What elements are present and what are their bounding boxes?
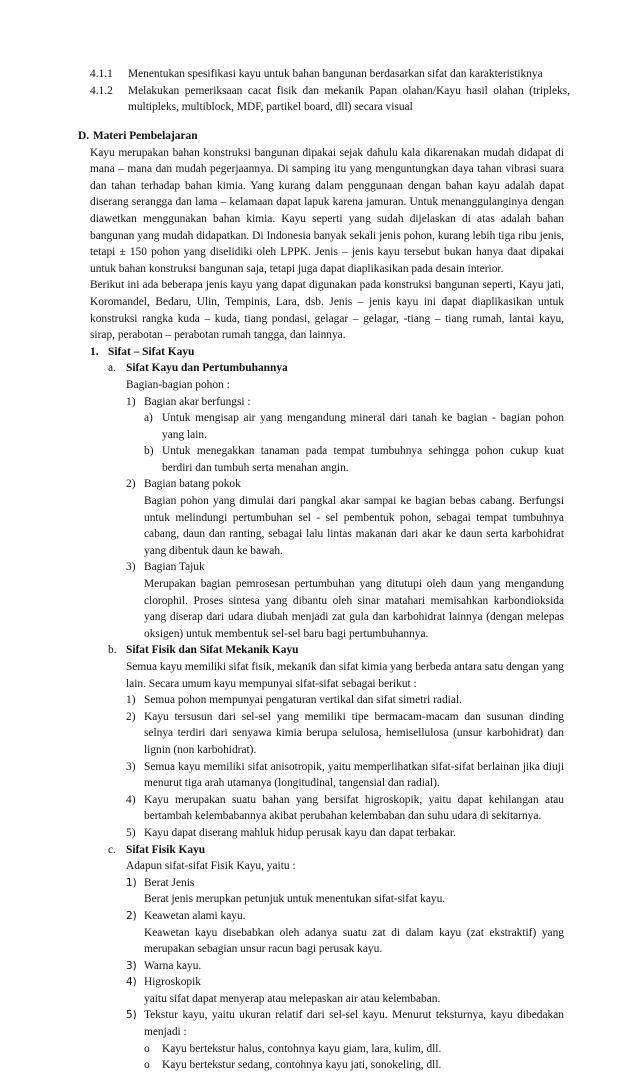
sub-list-text: Untuk mengisap air yang mengandung mineral dari tanah ke bagian - bagian pohon yang lain. [162, 412, 564, 441]
heading-c [78, 842, 564, 859]
list-marker: 3) [126, 561, 136, 574]
list-marker: 3) [126, 959, 137, 972]
list-item-body: Bagian pohon yang dimulai dari pangkal akar sampai ke bagian bebas cabang. Berfungsi untuk melindungi pertumbuhan sel - sel pembentuk pohon, sebagai tempat tumbuhnya cabang, daun dan ranting, sebagai lalu lintas makanan dari akar ke daun serta karbohidrat yang dibentuk daun ke bawah. [144, 495, 564, 557]
subsection-title: Sifat – Sifat Kayu [108, 345, 195, 358]
objective-text: Menentukan spesifikasi kayu untuk bahan bangunan berdasarkan sifat dan karakteristiknya [128, 68, 543, 80]
list-item [78, 692, 564, 709]
heading-c-intro: Adapun sifat-sifat Fisik Kayu, yaitu : [126, 860, 296, 873]
bullet-marker: o [144, 1042, 150, 1055]
list-item [78, 974, 564, 991]
list-item-title: Bagian batang pokok [144, 478, 241, 491]
list-item-title: Higroskopik [144, 976, 201, 989]
heading-b-marker: b. [108, 644, 117, 657]
heading-b-title: Sifat Fisik dan Sifat Mekanik Kayu [126, 644, 299, 657]
objective-item [90, 66, 570, 83]
list-marker: 2) [126, 478, 136, 491]
list-item [78, 1007, 564, 1040]
heading-a-marker: a. [108, 362, 116, 375]
section-title: Materi Pembelajaran [92, 130, 198, 142]
sub-list-marker: a) [144, 412, 153, 425]
list-item [78, 875, 564, 892]
list-item [78, 559, 564, 576]
list-item-text: Kayu dapat diserang mahluk hidup perusak kayu dan dapat terbakar. [144, 826, 456, 839]
objective-number: 4.1.2 [90, 84, 113, 97]
list-item-body: Berat jenis merupkan petunjuk untuk menentukan sifat-sifat kayu. [144, 893, 446, 906]
list-item [78, 825, 564, 842]
list-item-text: Semua kayu memiliki sifat anisotropik, yaitu memperlihatkan sifat-sifat berlainan jika diuji menurut tiga arah utamanya (longitudinal, tangensial dan radial). [144, 760, 564, 790]
sub-list-marker: b) [144, 445, 154, 458]
section-materi [78, 128, 564, 1074]
list-item-text: Kayu tersusun dari sel-sel yang memiliki tipe bermacam-macam dan susunan dinding selnya terdiri dari senyawa kimia berupa selulosa, hemisellulosa (unsur karbohidrat) dan lignin (non karbohidrat). [144, 710, 564, 756]
list-marker: 5) [126, 826, 136, 839]
paragraph-intro: Kayu merupakan bahan konstruksi bangunan dipakai sejak dahulu kala dikarenakan mudah didapat di mana – mana dan mudah pegerjaannya. Di samping itu yang menguntungkan daya tahan vibrasi suara dan tahan terhadap bahan kimia. Yang kurang dalam penggunaan dengan bahan kayu adalah dapat diserang serangga dan lama – kelamaan dapat lapuk karena jamuran. Untuk menanggulanginya dengan diawetkan menggunakan bahan kimia. Kayu seperti yang sudah dijelaskan di atas adalah bahan bangunan yang mudah didapatkan. Di Indonesia banyak sekali jenis pohon, kurang lebih tiga ribu jenis, tetapi ± 150 pohon yang diselidiki oleh LPPK. Jenis – jenis kayu tersebut bukan hanya daat dipakai untuk bahan konstruksi bangunan saja, tetapi juga dapat diaplikasikan pada desain interior. [90, 146, 564, 275]
objective-item [90, 83, 570, 116]
bullet-marker: o [144, 1059, 150, 1072]
objective-text: Melakukan pemeriksaan cacat fisik dan mekanik Papan olahan/Kayu hasil olahan (tripleks, multipleks, multiblock, MDF, partikel board, dll) secara visual [128, 84, 570, 114]
list-item [78, 958, 564, 975]
heading-c-title: Sifat Fisik Kayu [126, 843, 206, 856]
list-item-title: Warna kayu. [144, 959, 202, 972]
objectives-list [90, 66, 570, 116]
heading-c-marker: c. [108, 843, 116, 856]
subsection-heading [78, 344, 564, 361]
list-marker: 5) [126, 1009, 137, 1022]
list-item [78, 476, 564, 493]
section-label: D. [78, 130, 90, 142]
list-marker: 4) [126, 793, 136, 806]
list-item-title: Keawetan alami kayu. [144, 909, 246, 922]
list-marker: 2) [126, 909, 137, 922]
bullet-text: Kayu bertekstur sedang, contohnya kayu jati, sonokeling, dll. [162, 1059, 442, 1072]
section-heading [78, 128, 564, 145]
paragraph-wood-types: Berikut ini ada beberapa jenis kayu yang dapat digunakan pada konstruksi bangunan seperti, Kayu jati, Koromandel, Bedaru, Ulin, Tempinis, Lara, dsb. Jenis – jenis kayu ini dapat diaplikasikan untuk konstruksi rangka kuda – kuda, tiang pondasi, gelagar – gelagar, -tiang – tiang rumah, lantai kayu, sirap, perabotan – perabotan rumah tangga, dan lainnya. [90, 279, 564, 342]
list-item [78, 792, 564, 825]
list-item [78, 394, 564, 411]
sub-list-item [78, 410, 564, 443]
heading-a-intro: Bagian-bagian pohon : [126, 378, 230, 391]
list-marker: 1) [126, 694, 136, 707]
heading-a [78, 360, 564, 377]
list-item-body: Merupakan bagian pemrosesan pertumbuhan yang ditutupi oleh daun yang mengandung clorophil. Proses sintesa yang dibantu oleh sinar matahari memisahkan karbondioksida yang diserap dari udara diubah menjadi zat gula dan karbohidrat lainnya (dengan melepas oksigen) untuk membentuk sel-sel baru bagi pertumbuhannya. [144, 578, 564, 640]
list-marker: 3) [126, 760, 136, 773]
heading-b [78, 642, 564, 659]
bullet-item [78, 1057, 564, 1074]
objective-number: 4.1.1 [90, 68, 113, 80]
list-marker: 4) [126, 976, 137, 989]
list-item-body: yaitu sifat dapat menyerap atau melepaskan air atau kelembaban. [144, 992, 441, 1005]
list-marker: 1) [126, 876, 137, 889]
list-item-title: Berat Jenis [144, 876, 195, 889]
list-item-text: Semua pohon mempunyai pengaturan vertikal dan sifat simetri radial. [144, 694, 462, 707]
sub-list-text: Untuk menegakkan tanaman pada tempat tumbuhnya sehingga pohon cukup kuat berdiri dan tumbuh serta menahan angin. [162, 445, 564, 474]
heading-b-intro: Semua kayu memiliki sifat fisik, mekanik dan sifat kimia yang berbeda antara satu dengan yang lain. Secara umum kayu mempunyai sifat-sifat sebagai berikut : [126, 661, 564, 690]
list-item-title: Bagian Tajuk [144, 561, 205, 574]
sub-list-item [78, 443, 564, 476]
heading-a-title: Sifat Kayu dan Pertumbuhannya [126, 362, 288, 375]
list-item-text: Kayu merupakan suatu bahan yang bersifat higroskopik, yaitu dapat kehilangan atau bertambah kelembabannya akibat perubahan kelembaban dan suhu udara di sekitarnya. [144, 793, 564, 823]
list-marker: 1) [126, 395, 136, 408]
list-item-body: Keawetan kayu disebabkan oleh adanya suatu zat di dalam kayu (zat ekstraktif) yang merupakan sebagian unsur racun bagi perusak kayu. [144, 926, 564, 956]
list-item [78, 759, 564, 792]
list-item-title: Bagian akar berfungsi : [144, 395, 251, 408]
subsection-marker: 1. [90, 345, 99, 358]
list-marker: 2) [126, 710, 136, 723]
list-item [78, 908, 564, 925]
bullet-text: Kayu bertekstur halus, contohnya kayu giam, lara, kulim, dll. [162, 1042, 442, 1055]
list-item-title: Tekstur kayu, yaitu ukuran relatif dari sel-sel kayu. Menurut teksturnya, kayu dibedakan menjadi : [144, 1009, 564, 1039]
bullet-item [78, 1041, 564, 1058]
list-item [78, 709, 564, 759]
